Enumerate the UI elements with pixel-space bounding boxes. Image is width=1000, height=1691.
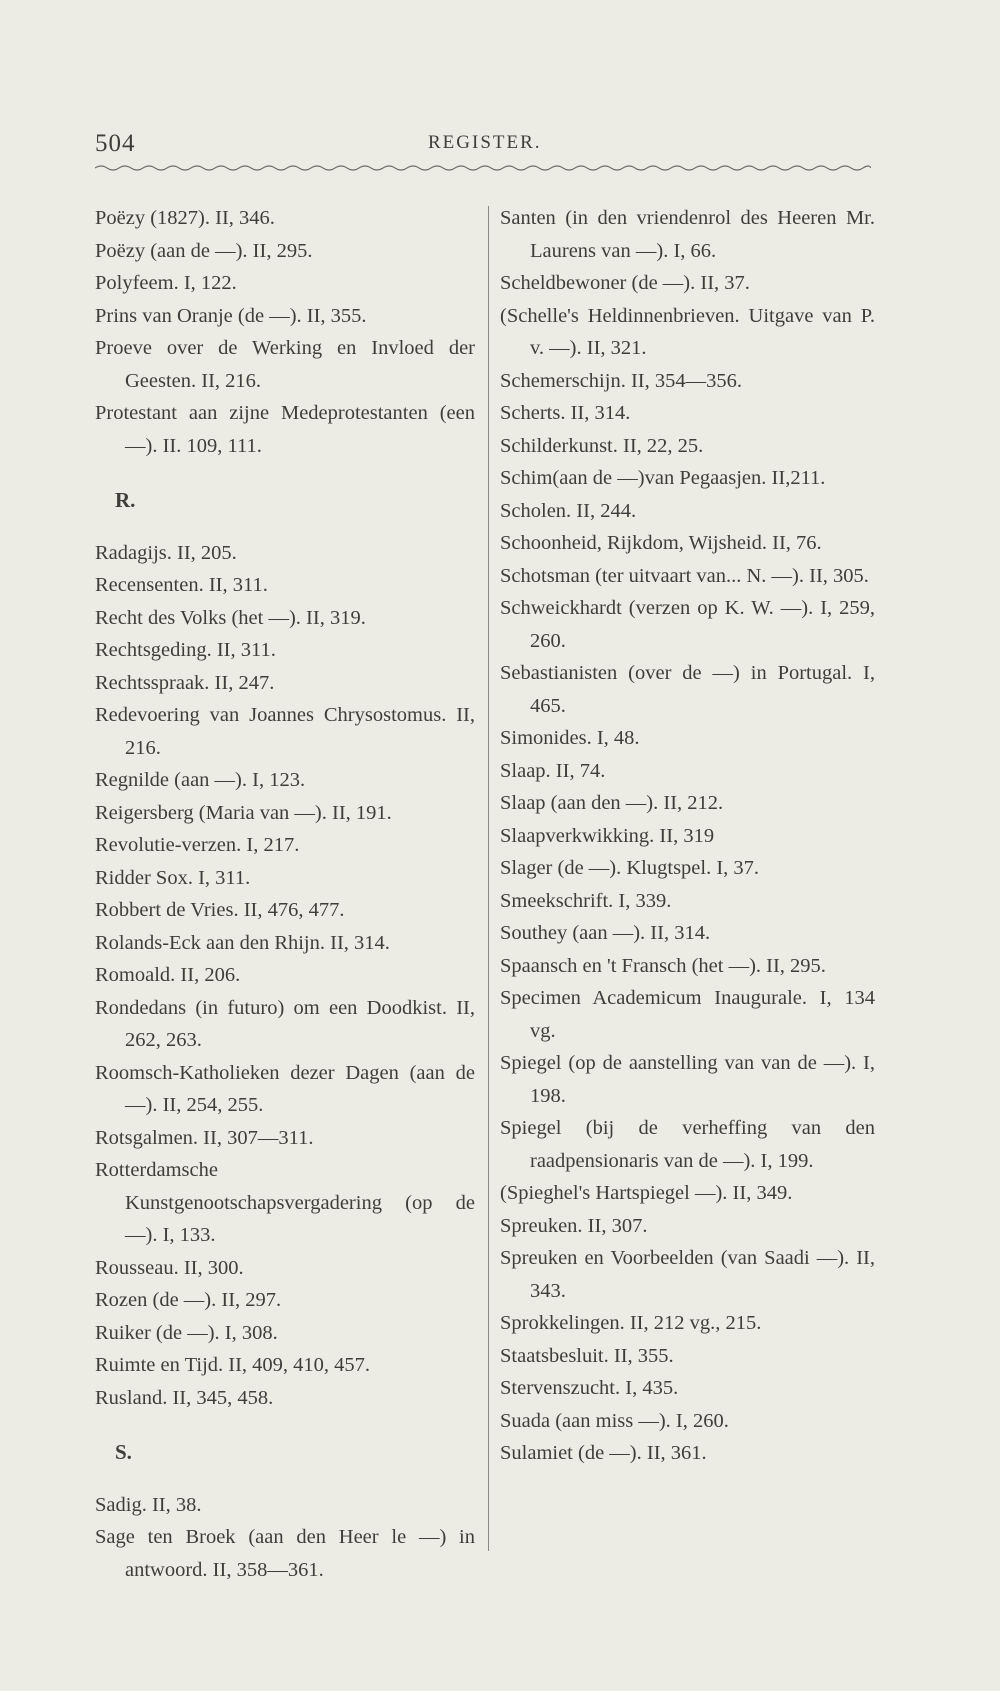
index-entry: Protestant aan zijne Medeprotestanten (een —). II. 109, 111. <box>95 402 481 457</box>
index-entry: Staatsbesluit. II, 355. <box>500 1344 674 1367</box>
index-entry: Rozen (de —). II, 297. <box>95 1289 282 1311</box>
index-entry: Sebastianisten (over de —) in Portugal. I, 465. <box>500 662 881 717</box>
index-entry: Schweickhardt (verzen op K. W. —). I, 259, 260. <box>500 597 881 652</box>
index-entry: Regnilde (aan —). I, 123. <box>95 769 306 791</box>
header-rule <box>95 163 871 173</box>
index-entry: Specimen Academicum Inaugurale. I, 134 vg. <box>500 987 881 1042</box>
index-entry: Scheldbewoner (de —). II, 37. <box>500 272 750 294</box>
index-entry: Radagijs. II, 205. <box>95 541 237 564</box>
index-entry: Rotterdamsche Kunstgenootschapsvergadering (op de —). I, 133. <box>95 1159 481 1246</box>
index-entry: Sage ten Broek (aan den Heer le —) in antwoord. II, 358—361. <box>95 1526 481 1581</box>
right-column <box>500 202 881 1470</box>
entries-s <box>95 1489 481 1587</box>
index-entry: Ruimte en Tijd. II, 409, 410, 457. <box>95 1354 371 1376</box>
index-entry: Proeve over de Werking en Invloed der Geesten. II, 216. <box>95 337 481 392</box>
index-entry: Rechtsspraak. II, 247. <box>95 671 275 694</box>
index-entry: Spiegel (bij de verheffing van den raadpensionaris van de —). I, 199. <box>500 1117 881 1172</box>
index-entry: Slaap. II, 74. <box>500 759 606 782</box>
index-entry: Rousseau. II, 300. <box>95 1256 244 1279</box>
index-entry: Prins van Oranje (de —). II, 355. <box>95 304 367 327</box>
running-head: REGISTER. <box>428 132 542 153</box>
index-entry: Scherts. II, 314. <box>500 402 631 424</box>
index-entry: (Spieghel's Hartspiegel —). II, 349. <box>500 1182 793 1204</box>
index-entry: Sadig. II, 38. <box>95 1493 202 1516</box>
index-entry: Schoonheid, Rijkdom, Wijsheid. II, 76. <box>500 532 822 554</box>
entries-p <box>95 202 481 462</box>
index-entry: Scholen. II, 244. <box>500 499 637 522</box>
entries-s-continued <box>500 202 881 1470</box>
index-entry: Schim(aan de —)van Pegaasjen. II,211. <box>500 467 826 489</box>
index-entry: Sprokkelingen. II, 212 vg., 215. <box>500 1312 762 1334</box>
index-entry: Rolands-Eck aan den Rhijn. II, 314. <box>95 931 390 954</box>
index-entry: Spaansch en 't Fransch (het —). II, 295. <box>500 954 826 977</box>
section-heading-s: S. <box>115 1440 132 1464</box>
index-entry: Polyfeem. I, 122. <box>95 272 237 294</box>
index-entry: Southey (aan —). II, 314. <box>500 922 711 944</box>
index-entry: Simonides. I, 48. <box>500 727 640 749</box>
column-divider <box>488 206 489 1551</box>
index-entry: Robbert de Vries. II, 476, 477. <box>95 899 345 921</box>
index-entry: Slaap (aan den —). II, 212. <box>500 792 724 814</box>
page-number: 504 <box>95 130 136 157</box>
index-entry: Schilderkunst. II, 22, 25. <box>500 434 704 457</box>
index-entry: Roomsch-Katholieken dezer Dagen (aan de —). II, 254, 255. <box>95 1061 481 1116</box>
left-column <box>95 202 481 1586</box>
index-entry: Stervenszucht. I, 435. <box>500 1377 679 1399</box>
index-entry: Ridder Sox. I, 311. <box>95 866 251 889</box>
index-entry: Poëzy (aan de —). II, 295. <box>95 239 313 262</box>
index-entry: Sulamiet (de —). II, 361. <box>500 1442 707 1464</box>
index-entry: Santen (in den vriendenrol des Heeren Mr. Laurens van —). I, 66. <box>500 207 881 262</box>
index-entry: Ruiker (de —). I, 308. <box>95 1321 278 1344</box>
index-entry: Slager (de —). Klugtspel. I, 37. <box>500 857 760 879</box>
index-entry: Recensenten. II, 311. <box>95 574 268 596</box>
index-entry: Rechtsgeding. II, 311. <box>95 639 276 661</box>
index-entry: Romoald. II, 206. <box>95 964 241 986</box>
index-entry: Spreuken. II, 307. <box>500 1214 648 1237</box>
index-entry: Smeekschrift. I, 339. <box>500 889 672 912</box>
index-entry: (Schelle's Heldinnenbrieven. Uitgave van P. v. —). II, 321. <box>500 304 881 359</box>
index-entry: Rusland. II, 345, 458. <box>95 1386 274 1409</box>
index-entry: Schotsman (ter uitvaart van... N. —). II, 305. <box>500 564 869 587</box>
entries-r <box>95 537 481 1415</box>
index-entry: Revolutie-verzen. I, 217. <box>95 834 300 856</box>
index-entry: Slaapverkwikking. II, 319 <box>500 824 715 847</box>
index-entry: Rotsgalmen. II, 307—311. <box>95 1126 314 1149</box>
index-entry: Schemerschijn. II, 354—356. <box>500 369 742 392</box>
section-heading-r: R. <box>115 488 136 512</box>
index-entry: Redevoering van Joannes Chrysostomus. II, 216. <box>95 704 481 759</box>
index-entry: Reigersberg (Maria van —). II, 191. <box>95 801 392 824</box>
index-entry: Poëzy (1827). II, 346. <box>95 207 275 229</box>
index-entry: Rondedans (in futuro) om een Doodkist. II, 262, 263. <box>95 996 481 1051</box>
index-entry: Spiegel (op de aanstelling van van de —). I, 198. <box>500 1052 881 1107</box>
index-entry: Spreuken en Voorbeelden (van Saadi —). II, 343. <box>500 1247 881 1302</box>
index-entry: Recht des Volks (het —). II, 319. <box>95 606 366 629</box>
index-entry: Suada (aan miss —). I, 260. <box>500 1409 729 1432</box>
